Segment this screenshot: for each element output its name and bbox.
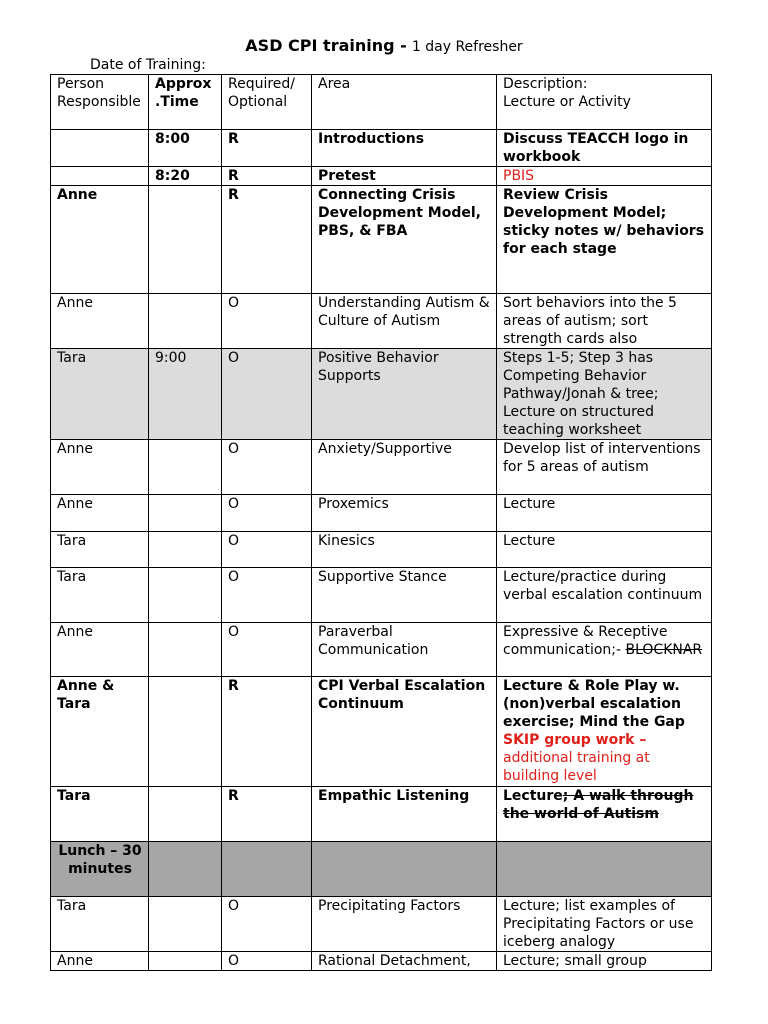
cell-area: Positive Behavior Supports bbox=[312, 349, 497, 440]
cell-person: Anne bbox=[51, 294, 149, 349]
table-row bbox=[51, 130, 712, 167]
cell-description: Develop list of interventions for 5 areas of autism bbox=[497, 440, 712, 495]
cell-time: 9:00 bbox=[149, 349, 222, 440]
cell-time bbox=[149, 677, 222, 787]
table-row bbox=[51, 952, 712, 971]
table-row bbox=[51, 532, 712, 568]
table-row-lunch bbox=[51, 842, 712, 897]
table-row bbox=[51, 186, 712, 294]
cell-person: Lunch – 30 minutes bbox=[51, 842, 149, 897]
cell-area: Understanding Autism & Culture of Autism bbox=[312, 294, 497, 349]
cell-description: Lecture bbox=[497, 495, 712, 532]
cell-description bbox=[497, 623, 712, 677]
header-required: Required/ Optional bbox=[222, 75, 312, 130]
cell-required: O bbox=[222, 440, 312, 495]
description-text: Expressive & Receptive communication;- bbox=[503, 624, 668, 658]
description-red-bold-text: SKIP group work – bbox=[503, 732, 647, 748]
table-row bbox=[51, 294, 712, 349]
cell-description: Lecture; list examples of Precipitating Factors or use iceberg analogy bbox=[497, 897, 712, 952]
cell-person: Tara bbox=[51, 787, 149, 842]
cell-area: Introductions bbox=[312, 130, 497, 167]
table-row bbox=[51, 623, 712, 677]
cell-area bbox=[312, 842, 497, 897]
table-row bbox=[51, 568, 712, 623]
cell-required: O bbox=[222, 532, 312, 568]
cell-description: Review Crisis Development Model; sticky notes w/ behaviors for each stage bbox=[497, 186, 712, 294]
cell-required: O bbox=[222, 349, 312, 440]
cell-time: 8:00 bbox=[149, 130, 222, 167]
cell-time bbox=[149, 532, 222, 568]
cell-area: CPI Verbal Escalation Continuum bbox=[312, 677, 497, 787]
title-main: ASD CPI training - bbox=[245, 36, 407, 55]
cell-required: R bbox=[222, 130, 312, 167]
header-description-line1: Description: bbox=[503, 76, 588, 92]
cell-person bbox=[51, 130, 149, 167]
date-of-training-label: Date of Training: bbox=[90, 57, 206, 73]
description-struck-text: BLOCKNAR bbox=[625, 642, 703, 658]
table-row bbox=[51, 440, 712, 495]
cell-description: Lecture; small group bbox=[497, 952, 712, 971]
cell-required bbox=[222, 842, 312, 897]
cell-time bbox=[149, 186, 222, 294]
cell-description: Sort behaviors into the 5 areas of autism; sort strength cards also bbox=[497, 294, 712, 349]
title-sub: 1 day Refresher bbox=[411, 39, 523, 55]
cell-time bbox=[149, 495, 222, 532]
cell-area: Kinesics bbox=[312, 532, 497, 568]
cell-description bbox=[497, 842, 712, 897]
cell-required: R bbox=[222, 677, 312, 787]
cell-required: R bbox=[222, 787, 312, 842]
cell-person: Anne bbox=[51, 186, 149, 294]
table-row bbox=[51, 167, 712, 186]
cell-description: Discuss TEACCH logo in workbook bbox=[497, 130, 712, 167]
cell-required: O bbox=[222, 294, 312, 349]
header-description bbox=[497, 75, 712, 130]
cell-area: Anxiety/Supportive bbox=[312, 440, 497, 495]
cell-description bbox=[497, 787, 712, 842]
description-text: Lecture & Role Play w. (non)verbal escalation exercise; Mind the Gap bbox=[503, 678, 685, 730]
cell-time bbox=[149, 568, 222, 623]
cell-description bbox=[497, 677, 712, 787]
cell-description: Steps 1-5; Step 3 has Competing Behavior Pathway/Jonah & tree; Lecture on structured teaching worksheet bbox=[497, 349, 712, 440]
cell-required: R bbox=[222, 167, 312, 186]
cell-area: Proxemics bbox=[312, 495, 497, 532]
cell-time bbox=[149, 952, 222, 971]
header-time: Approx.Time bbox=[149, 75, 222, 130]
cell-required: O bbox=[222, 952, 312, 971]
cell-person: Anne & Tara bbox=[51, 677, 149, 787]
header-row bbox=[51, 75, 712, 130]
header-area: Area bbox=[312, 75, 497, 130]
cell-time bbox=[149, 294, 222, 349]
header-description-line2: Lecture or Activity bbox=[503, 94, 631, 110]
cell-person: Tara bbox=[51, 568, 149, 623]
cell-time bbox=[149, 842, 222, 897]
schedule-table bbox=[50, 74, 712, 971]
cell-time bbox=[149, 440, 222, 495]
cell-area: Supportive Stance bbox=[312, 568, 497, 623]
cell-time bbox=[149, 897, 222, 952]
table-row bbox=[51, 495, 712, 532]
cell-area: Connecting Crisis Development Model, PBS, & FBA bbox=[312, 186, 497, 294]
cell-required: O bbox=[222, 897, 312, 952]
cell-required: R bbox=[222, 186, 312, 294]
cell-required: O bbox=[222, 495, 312, 532]
cell-area: Paraverbal Communication bbox=[312, 623, 497, 677]
cell-time: 8:20 bbox=[149, 167, 222, 186]
table-row bbox=[51, 349, 712, 440]
cell-person: Anne bbox=[51, 440, 149, 495]
cell-time bbox=[149, 623, 222, 677]
cell-time bbox=[149, 787, 222, 842]
description-text: Lecture bbox=[503, 788, 563, 804]
cell-person: Tara bbox=[51, 532, 149, 568]
cell-person: Anne bbox=[51, 952, 149, 971]
cell-person: Tara bbox=[51, 349, 149, 440]
cell-description: Lecture bbox=[497, 532, 712, 568]
cell-area: Pretest bbox=[312, 167, 497, 186]
cell-area: Precipitating Factors bbox=[312, 897, 497, 952]
cell-required: O bbox=[222, 568, 312, 623]
cell-person bbox=[51, 167, 149, 186]
table-row bbox=[51, 677, 712, 787]
header-person: Person Responsible bbox=[51, 75, 149, 130]
cell-area: Empathic Listening bbox=[312, 787, 497, 842]
cell-description: PBIS bbox=[497, 167, 712, 186]
cell-person: Tara bbox=[51, 897, 149, 952]
table-row bbox=[51, 787, 712, 842]
cell-area: Rational Detachment, bbox=[312, 952, 497, 971]
description-struck-text: ; A walk through the world of Autism bbox=[503, 788, 694, 822]
cell-required: O bbox=[222, 623, 312, 677]
table-row bbox=[51, 897, 712, 952]
description-red-text: additional training at building level bbox=[503, 750, 650, 784]
document-title bbox=[0, 36, 768, 57]
cell-person: Anne bbox=[51, 495, 149, 532]
cell-description: Lecture/practice during verbal escalation continuum bbox=[497, 568, 712, 623]
cell-person: Anne bbox=[51, 623, 149, 677]
